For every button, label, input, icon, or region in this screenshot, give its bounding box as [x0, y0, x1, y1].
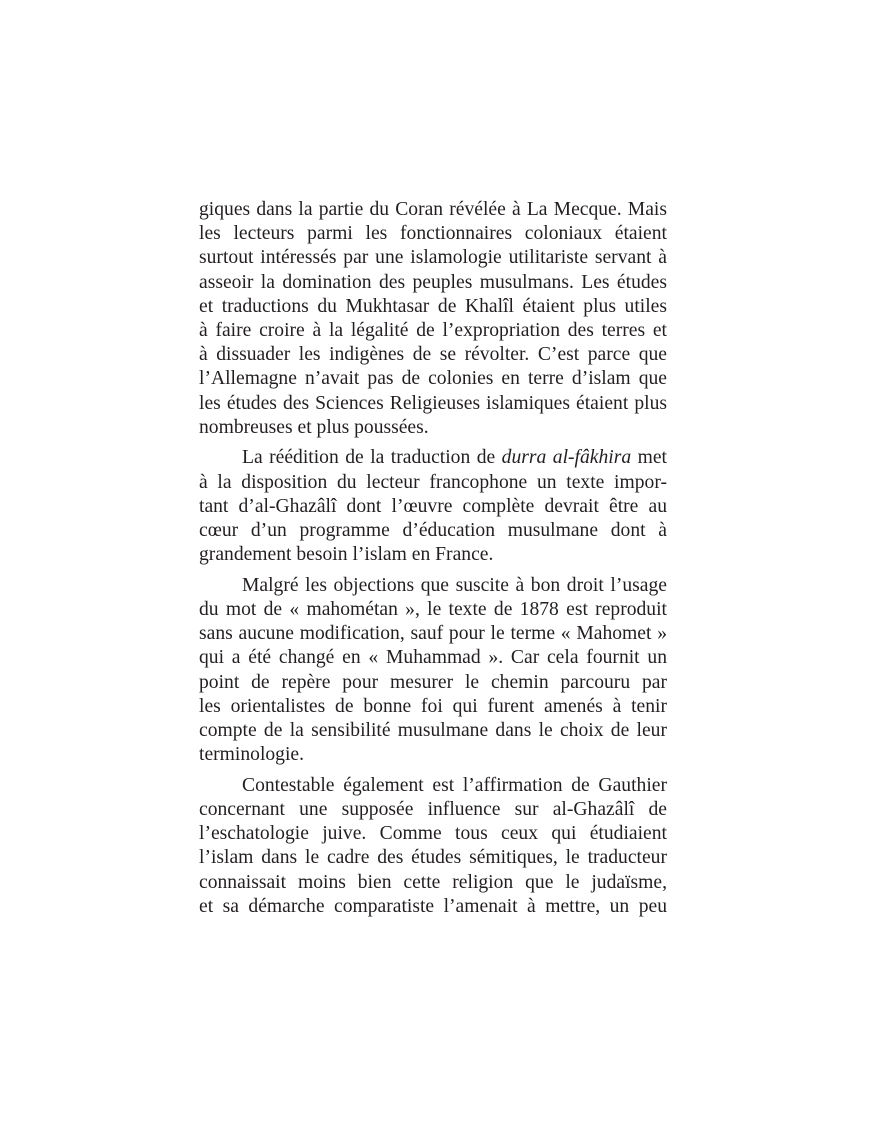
paragraph-3	[199, 574, 667, 768]
text-line: terminologie.	[199, 744, 305, 766]
text-line	[199, 446, 667, 470]
text-line: point de repère pour mesurer le chemin parcouru par	[199, 671, 667, 693]
text-line: giques dans la partie du Coran révélée à La Mecque. Mais	[199, 199, 667, 220]
text-line: compte de la sensibilité musulmane dans le choix de leur	[199, 719, 667, 741]
text-line: connaissait moins bien cette religion que le judaïsme,	[199, 871, 667, 893]
text-line: Malgré les objections que suscite à bon droit l’usage	[242, 574, 667, 596]
text-line: les lecteurs parmi les fonctionnaires coloniaux étaient	[199, 223, 667, 245]
text-line: l’eschatologie juive. Comme tous ceux qui étudiaient	[199, 823, 667, 845]
text-line: concernant une supposée influence sur al-Ghazâlî de	[199, 799, 667, 820]
text-line: à la disposition du lecteur francophone un texte impor-	[199, 471, 667, 493]
book-page-body	[199, 198, 667, 925]
text-line: les études des Sciences Religieuses islamiques étaient plus	[199, 392, 667, 414]
text-line: grandement besoin l’islam en France.	[199, 544, 494, 566]
paragraph-1	[199, 198, 667, 440]
paragraph-2	[199, 446, 667, 567]
text-line: qui a été changé en « Muhammad ». Car cela fournit un	[199, 647, 667, 669]
text-line: surtout intéressés par une islamologie utilitariste servant à	[199, 247, 667, 269]
text-run: met	[631, 447, 668, 469]
text-line: sans aucune modification, sauf pour le terme « Mahomet »	[199, 623, 667, 645]
text-line: l’islam dans le cadre des études sémitiques, le traducteur	[199, 847, 667, 869]
text-line: Contestable également est l’affirmation de Gauthier	[242, 774, 667, 796]
text-line: nombreuses et plus poussées.	[199, 416, 429, 438]
text-line: à faire croire à la légalité de l’expropriation des terres et	[199, 319, 667, 341]
paragraph-4	[199, 774, 667, 919]
text-line: l’Allemagne n’avait pas de colonies en terre d’islam que	[199, 368, 667, 390]
text-line: du mot de « mahométan », le texte de 1878 est reproduit	[199, 599, 667, 620]
text-line: cœur d’un programme d’éducation musulmane dont à	[199, 519, 667, 541]
text-run: La réédition de la traduction de	[242, 447, 502, 469]
text-line: asseoir la domination des peuples musulmans. Les études	[199, 271, 667, 293]
text-line: les orientalistes de bonne foi qui furent amenés à tenir	[199, 695, 667, 717]
text-line: à dissuader les indigènes de se révolter. C’est parce que	[199, 344, 667, 366]
text-line: et sa démarche comparatiste l’amenait à mettre, un peu	[199, 895, 667, 917]
text-line: et traductions du Mukhtasar de Khalîl étaient plus utiles	[199, 295, 667, 317]
italic-title: durra al-fâkhira	[501, 447, 632, 469]
text-line: tant d’al-Ghazâlî dont l’œuvre complète devrait être au	[199, 495, 667, 517]
